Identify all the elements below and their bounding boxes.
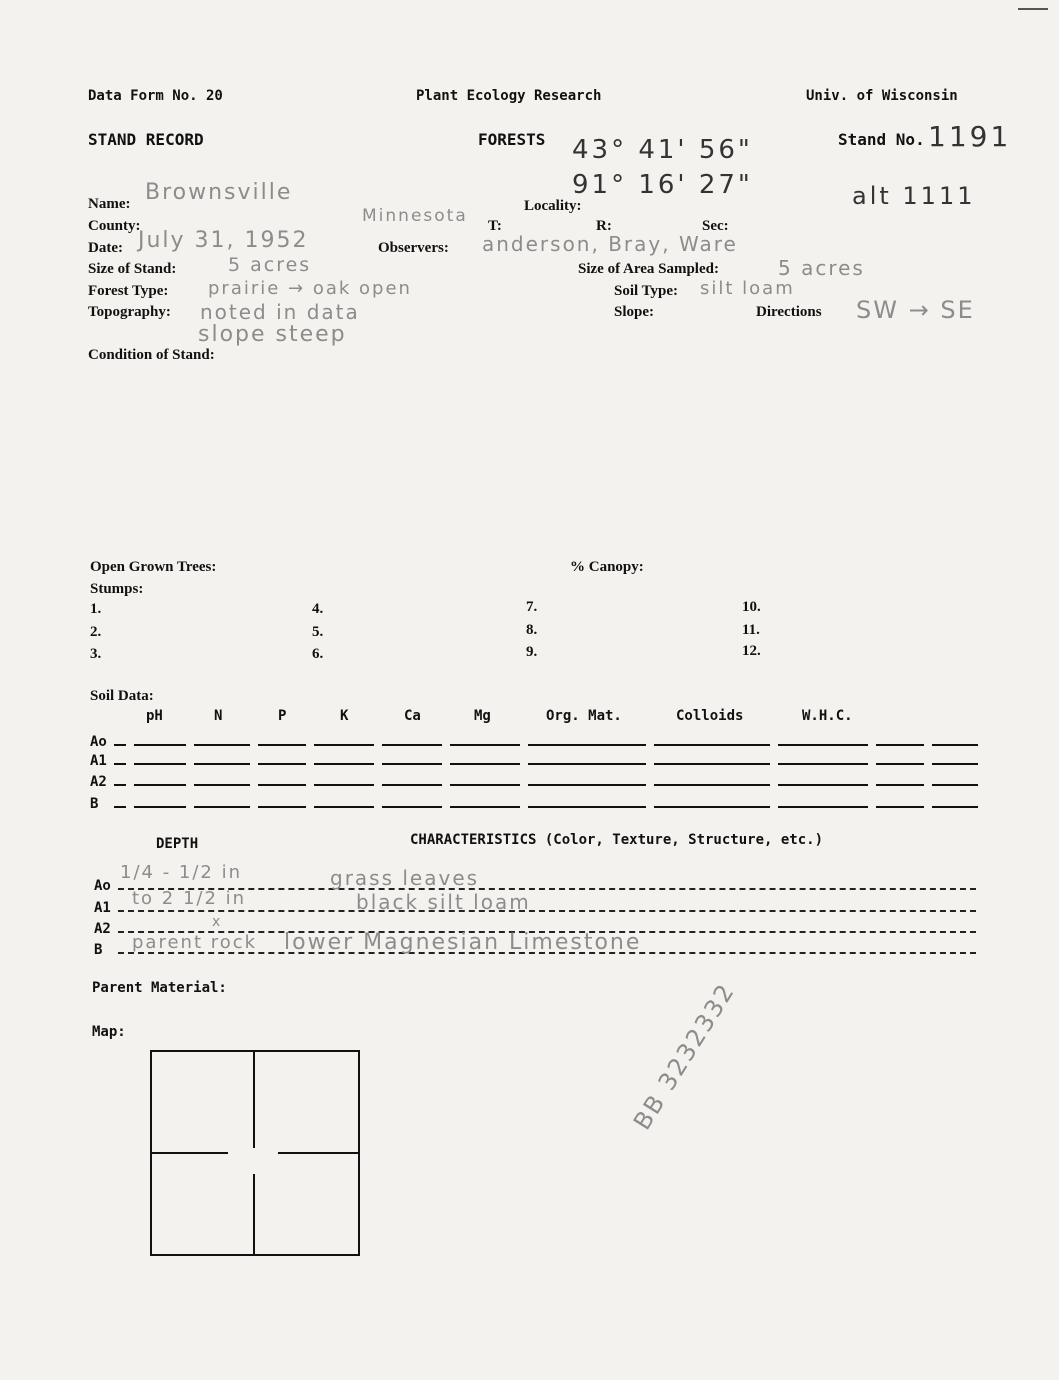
soil-blank-line — [134, 806, 186, 808]
soil-col-header: K — [340, 708, 349, 724]
soil-blank-line — [450, 806, 520, 808]
soil-row-label: B — [90, 796, 99, 812]
soil-col-header: Mg — [474, 708, 491, 724]
t-label: T: — [488, 218, 502, 234]
topography-value-1: noted in data — [200, 300, 360, 324]
soil-blank-line — [450, 784, 520, 786]
soil-blank-line — [382, 806, 442, 808]
stump-number: 10. — [742, 599, 761, 615]
soil-col-header: N — [214, 708, 223, 724]
date-value: July 31, 1952 — [138, 228, 309, 253]
directions-label: Directions — [756, 304, 822, 320]
characteristics-header: CHARACTERISTICS (Color, Texture, Structure, etc.) — [410, 832, 824, 848]
name-label: Name: — [88, 196, 131, 212]
soil-col-header: Colloids — [676, 708, 744, 724]
area-sampled-value: 5 acres — [778, 256, 865, 280]
stump-number: 7. — [526, 599, 538, 615]
soil-blank-line — [450, 763, 520, 765]
stumps-label: Stumps: — [90, 581, 144, 597]
soil-blank-line — [382, 784, 442, 786]
altitude-value: alt 1111 — [852, 182, 976, 210]
open-grown-trees-label: Open Grown Trees: — [90, 559, 217, 575]
soil-blank-line — [450, 744, 520, 746]
stump-number: 12. — [742, 643, 761, 659]
longitude-value: 91° 16' 27" — [572, 170, 753, 200]
soil-blank-line — [654, 784, 770, 786]
soil-blank-line — [194, 806, 250, 808]
stump-number: 9. — [526, 644, 538, 660]
soil-blank-line — [194, 784, 250, 786]
soil-blank-line — [528, 744, 646, 746]
record-category: FORESTS — [478, 130, 546, 149]
sec-label: Sec: — [702, 218, 729, 234]
soil-row-label: A1 — [90, 753, 107, 769]
soil-blank-line — [134, 763, 186, 765]
soil-type-value: silt loam — [700, 278, 795, 299]
slope-label: Slope: — [614, 304, 655, 320]
soil-blank-line — [258, 806, 306, 808]
forest-type-value: prairie → oak open — [208, 278, 412, 299]
soil-blank-line — [932, 763, 978, 765]
soil-blank-line — [528, 806, 646, 808]
soil-blank-line — [134, 784, 186, 786]
soil-row-tick — [114, 763, 126, 765]
soil-row-tick — [114, 744, 126, 746]
county-label: County: — [88, 218, 141, 234]
soil-blank-line — [654, 744, 770, 746]
forest-type-label: Forest Type: — [88, 283, 169, 299]
area-sampled-label: Size of Area Sampled: — [578, 261, 719, 277]
soil-blank-line — [314, 784, 374, 786]
map-cross-line — [253, 1050, 255, 1148]
name-value: Brownsville — [145, 180, 293, 205]
soil-blank-line — [876, 806, 924, 808]
soil-blank-line — [654, 806, 770, 808]
observers-label: Observers: — [378, 240, 449, 256]
catalog-stamp: BB 3232332 — [628, 977, 741, 1135]
soil-blank-line — [876, 784, 924, 786]
soil-blank-line — [778, 784, 868, 786]
soil-blank-line — [932, 784, 978, 786]
r-label: R: — [596, 218, 612, 234]
soil-col-header: P — [278, 708, 287, 724]
soil-row-label: Ao — [90, 734, 107, 750]
soil-blank-line — [778, 763, 868, 765]
size-of-stand-label: Size of Stand: — [88, 261, 177, 277]
soil-blank-line — [194, 763, 250, 765]
stump-number: 11. — [742, 622, 760, 638]
map-cross-line — [253, 1174, 255, 1254]
condition-label: Condition of Stand: — [88, 347, 215, 363]
parent-material-label: Parent Material: — [92, 980, 227, 996]
locality-label: Locality: — [524, 198, 582, 214]
profile-desc-value: lower Magnesian Limestone — [284, 930, 642, 955]
soil-blank-line — [194, 744, 250, 746]
horizon-label: Ao — [94, 878, 111, 894]
soil-col-header: pH — [146, 708, 163, 724]
map-cross-line — [150, 1152, 228, 1154]
soil-blank-line — [528, 784, 646, 786]
topography-label: Topography: — [88, 304, 171, 320]
profile-depth-value: parent rock — [132, 932, 258, 953]
soil-blank-line — [654, 763, 770, 765]
soil-row-label: A2 — [90, 774, 107, 790]
soil-blank-line — [876, 763, 924, 765]
soil-blank-line — [134, 744, 186, 746]
form-number: Data Form No. 20 — [88, 88, 223, 104]
soil-blank-line — [932, 744, 978, 746]
soil-col-header: W.H.C. — [802, 708, 853, 724]
soil-col-header: Org. Mat. — [546, 708, 622, 724]
stump-number: 1. — [90, 601, 102, 617]
size-of-stand-value: 5 acres — [228, 254, 312, 276]
profile-line — [118, 888, 976, 890]
topography-value-2: slope steep — [198, 322, 347, 347]
profile-desc-value: black silt loam — [356, 890, 531, 914]
stump-number: 4. — [312, 601, 324, 617]
map-cross-line — [278, 1152, 358, 1154]
soil-blank-line — [314, 806, 374, 808]
county-value: Minnesota — [362, 206, 468, 226]
soil-blank-line — [778, 744, 868, 746]
profile-line — [118, 910, 976, 912]
map-label: Map: — [92, 1024, 126, 1040]
canopy-label: % Canopy: — [570, 559, 644, 575]
stump-number: 6. — [312, 646, 324, 662]
soil-col-header: Ca — [404, 708, 421, 724]
soil-blank-line — [528, 763, 646, 765]
soil-type-label: Soil Type: — [614, 283, 679, 299]
soil-row-tick — [114, 784, 126, 786]
soil-row-tick — [114, 806, 126, 808]
horizon-label: B — [94, 942, 103, 958]
soil-data-label: Soil Data: — [90, 688, 154, 704]
corner-mark — [1018, 8, 1048, 10]
profile-depth-value: x — [212, 914, 223, 930]
stump-number: 2. — [90, 624, 102, 640]
horizon-label: A2 — [94, 921, 111, 937]
profile-desc-value: grass leaves — [330, 866, 480, 890]
stump-number: 5. — [312, 624, 324, 640]
profile-depth-value: 1/4 - 1/2 in — [120, 862, 243, 883]
soil-blank-line — [314, 763, 374, 765]
soil-blank-line — [258, 763, 306, 765]
soil-blank-line — [382, 744, 442, 746]
record-type: STAND RECORD — [88, 130, 204, 149]
observers-value: anderson, Bray, Ware — [482, 232, 738, 256]
profile-depth-value: to 2 1/2 in — [132, 888, 247, 909]
stand-no-value: 1191 — [928, 120, 1012, 153]
university-name: Univ. of Wisconsin — [806, 88, 958, 104]
depth-header: DEPTH — [156, 836, 199, 852]
soil-blank-line — [258, 784, 306, 786]
date-label: Date: — [88, 240, 123, 256]
directions-value: SW → SE — [856, 296, 975, 324]
latitude-value: 43° 41' 56" — [572, 135, 753, 165]
soil-blank-line — [778, 806, 868, 808]
soil-blank-line — [382, 763, 442, 765]
soil-blank-line — [314, 744, 374, 746]
soil-blank-line — [932, 806, 978, 808]
stump-number: 8. — [526, 622, 538, 638]
soil-blank-line — [258, 744, 306, 746]
soil-blank-line — [876, 744, 924, 746]
horizon-label: A1 — [94, 900, 111, 916]
research-title: Plant Ecology Research — [416, 88, 602, 104]
stand-no-label: Stand No. — [838, 130, 925, 149]
stump-number: 3. — [90, 646, 102, 662]
